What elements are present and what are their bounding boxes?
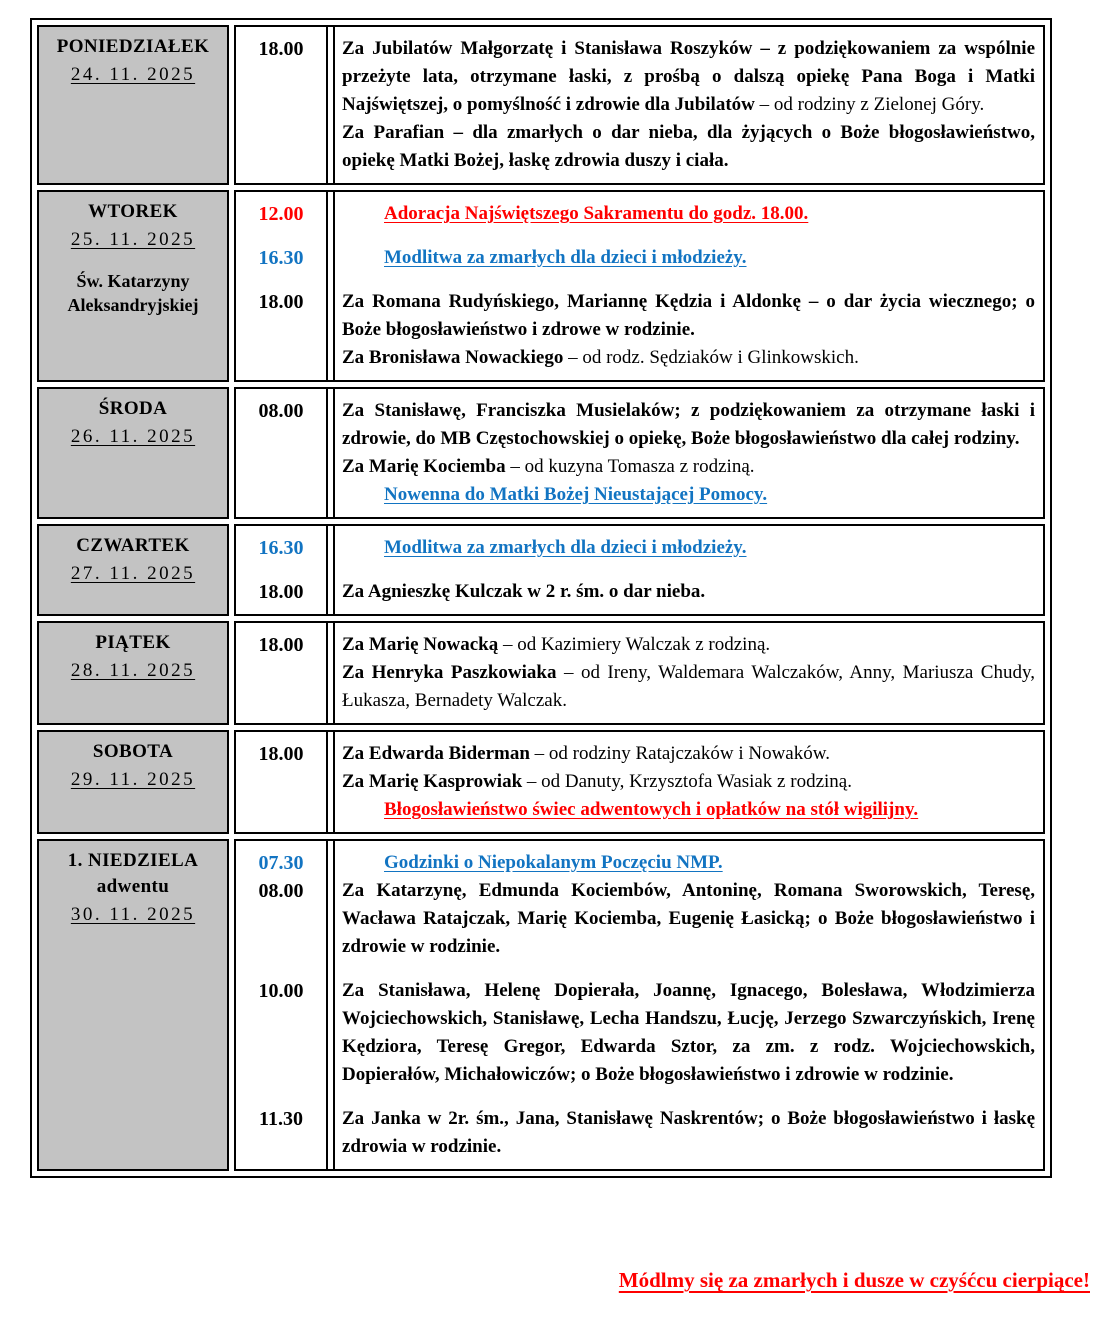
mass-entry: [236, 288, 1043, 372]
mass-entry: [236, 1105, 1043, 1161]
mass-time: 11.30: [259, 1108, 303, 1130]
mass-intention-text: [326, 877, 1043, 961]
mass-intention: Za Agnieszkę Kulczak w 2 r. śm. o dar nieba.: [342, 581, 706, 602]
mass-intention: Za Marię Kociemba – od kuzyna Tomasza z rodziną.: [342, 456, 755, 477]
mass-intention: Za Katarzynę, Edmunda Kociembów, Antoninę, Romana Sworowskich, Teresę, Wacława Ratajczak, Marię Kociemba, Eugenię Łasicką; o Boże błogosławieństwo i zdrowie w rodzinie.: [342, 880, 1035, 957]
announcement: Adoracja Najświętszego Sakramentu do godz. 18.00.: [384, 203, 809, 224]
mass-intention: Za Parafian – dla zmarłych o dar nieba, dla żyjących o Boże błogosławieństwo, opiekę Matki Bożej, łaskę zdrowia duszy i ciała.: [342, 122, 1035, 171]
day-name: PONIEDZIAŁEK: [56, 36, 210, 57]
mass-time: 08.00: [258, 880, 304, 902]
day-date: 28. 11. 2025: [70, 660, 196, 681]
mass-intention: Za Marię Kasprowiak – od Danuty, Krzysztofa Wasiak z rodziną.: [342, 771, 852, 792]
day-name: WTOREK: [88, 201, 178, 222]
mass-intention: Za Stanisława, Helenę Dopierała, Joannę, Ignacego, Bolesława, Włodzimierza Wojciechowskich, Stanisławę, Lecha Handszu, Łucję, Jerzego Szwarczyńskich, Irenę Kędziora, Teresę Gregor, Edwarda Sztor, za zm. z rodz. Wojciechowskich, Dopierałów, Michałowiczów; o Boże błogosławieństwo i zdrowie w rodzinie.: [342, 980, 1035, 1085]
mass-entry: [236, 200, 1043, 228]
announcement: Nowenna do Matki Bożej Nieustającej Pomocy.: [384, 484, 768, 505]
mass-entry: [236, 849, 1043, 877]
mass-entries: [234, 621, 1045, 725]
mass-entries: [234, 730, 1045, 834]
mass-entries: [234, 524, 1045, 616]
mass-time: 18.00: [258, 581, 304, 603]
mass-time: 07.30: [258, 852, 304, 874]
day-date: 25. 11. 2025: [70, 229, 196, 250]
mass-entries: [234, 387, 1045, 519]
mass-intention: Za Janka w 2r. śm., Jana, Stanisławę Naskrentów; o Boże błogosławieństwo i łaskę zdrowia w rodzinie.: [342, 1108, 1035, 1157]
day-date: 26. 11. 2025: [70, 426, 196, 447]
mass-intention-text: [326, 35, 1043, 175]
mass-intention: Za Romana Rudyńskiego, Mariannę Kędzia i Aldonkę – o dar życia wiecznego; o Boże błogosławieństwo i zdrowe w rodzinie.: [342, 291, 1035, 340]
schedule-row: [37, 190, 1045, 382]
mass-time: 18.00: [258, 291, 304, 313]
mass-entry: [236, 877, 1043, 961]
day-cell: [37, 190, 229, 382]
mass-entry: [236, 578, 1043, 606]
mass-intention-text: [326, 849, 1043, 877]
mass-entries: [234, 25, 1045, 185]
mass-time: 12.00: [258, 203, 304, 225]
announcement: Modlitwa za zmarłych dla dzieci i młodzieży.: [384, 537, 747, 558]
mass-intention-text: [326, 578, 1043, 606]
mass-intention: Za Stanisławę, Franciszka Musielaków; z podziękowaniem za otrzymane łaski i zdrowie, do MB Częstochowskiej o opiekę, Boże błogosławieństwo dla całej rodziny.: [342, 400, 1035, 449]
mass-intention: Za Henryka Paszkowiaka – od Ireny, Waldemara Walczaków, Anny, Mariusza Chudy, Łukasza, Bernadety Walczak.: [342, 662, 1035, 711]
mass-entry: [236, 397, 1043, 509]
mass-intention-text: [326, 200, 1043, 228]
mass-intention: Za Jubilatów Małgorzatę i Stanisława Roszyków – z podziękowaniem za wspólnie przeżyte lata, otrzymane łaski, z prośbą o dalszą opiekę Pana Boga i Matki Najświętszej, o pomyślność i zdrowie dla Jubilatów – od rodziny z Zielonej Góry.: [342, 38, 1035, 115]
schedule-table: [30, 18, 1052, 1178]
mass-intention-text: [326, 244, 1043, 272]
day-date: 29. 11. 2025: [70, 769, 196, 790]
day-cell: [37, 25, 229, 185]
schedule-row: [37, 25, 1045, 185]
mass-entry: [236, 977, 1043, 1089]
announcement: Godzinki o Niepokalanym Poczęciu NMP.: [384, 852, 723, 873]
mass-time: 18.00: [258, 38, 304, 60]
mass-intention-text: [326, 534, 1043, 562]
schedule-row: [37, 387, 1045, 519]
mass-intention-text: [326, 631, 1043, 715]
mass-time: 16.30: [258, 537, 304, 559]
mass-entry: [236, 534, 1043, 562]
day-cell: [37, 839, 229, 1171]
day-feast: Św. Katarzyny: [76, 271, 190, 291]
mass-time: 08.00: [258, 400, 304, 422]
mass-entry: [236, 631, 1043, 715]
mass-time: 10.00: [258, 980, 304, 1002]
schedule-row: [37, 839, 1045, 1171]
day-name: ŚRODA: [98, 398, 168, 419]
mass-time: 16.30: [258, 247, 304, 269]
mass-entry: [236, 35, 1043, 175]
day-cell: [37, 730, 229, 834]
mass-intention: Za Bronisława Nowackiego – od rodz. Sędziaków i Glinkowskich.: [342, 347, 859, 368]
day-cell: [37, 387, 229, 519]
mass-entries: [234, 190, 1045, 382]
announcement: Błogosławieństwo świec adwentowych i opłatków na stół wigilijny.: [384, 799, 919, 820]
mass-entries: [234, 839, 1045, 1171]
mass-intention-text: [326, 397, 1043, 509]
mass-intention-text: [326, 740, 1043, 824]
schedule-row: [37, 621, 1045, 725]
day-name: CZWARTEK: [76, 535, 190, 556]
mass-time: 18.00: [258, 634, 304, 656]
day-date: 27. 11. 2025: [70, 563, 196, 584]
schedule-row: [37, 730, 1045, 834]
day-date: 24. 11. 2025: [70, 64, 196, 85]
day-name: 1. NIEDZIELA: [67, 850, 199, 871]
mass-time: 18.00: [258, 743, 304, 765]
day-feast: Aleksandryjskiej: [67, 295, 199, 315]
announcement: Modlitwa za zmarłych dla dzieci i młodzieży.: [384, 247, 747, 268]
mass-intention: Za Edwarda Biderman – od rodziny Ratajczaków i Nowaków.: [342, 743, 830, 764]
day-cell: [37, 524, 229, 616]
day-name: PIĄTEK: [95, 632, 171, 653]
day-date: 30. 11. 2025: [70, 904, 196, 925]
mass-intention-text: [326, 977, 1043, 1089]
footer-prayer-call: Módlmy się za zmarłych i dusze w czyśćcu cierpiące!: [618, 1268, 1090, 1292]
mass-intention: Za Marię Nowacką – od Kazimiery Walczak z rodziną.: [342, 634, 771, 655]
schedule-row: [37, 524, 1045, 616]
mass-intention-text: [326, 288, 1043, 372]
mass-entry: [236, 740, 1043, 824]
mass-intention-text: [326, 1105, 1043, 1161]
day-name: adwentu: [96, 876, 170, 897]
day-cell: [37, 621, 229, 725]
day-name: SOBOTA: [92, 741, 174, 762]
mass-entry: [236, 244, 1043, 272]
